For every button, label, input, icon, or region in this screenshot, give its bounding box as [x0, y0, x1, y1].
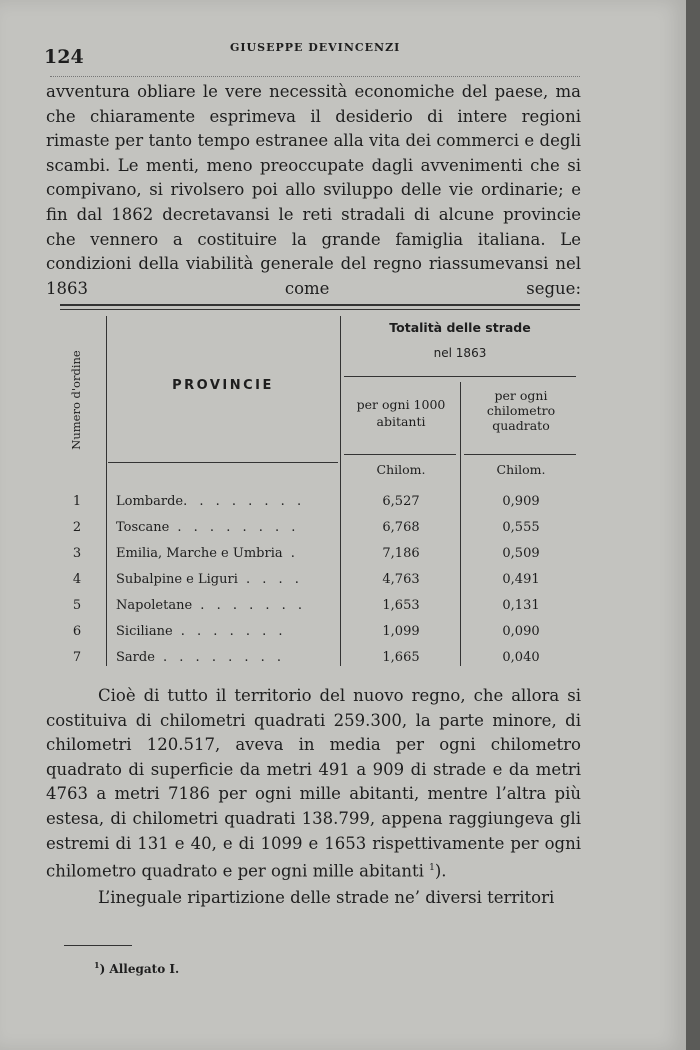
- table-row: 5 Napoletane . . . . . . . 1,653 0,131: [72, 598, 540, 613]
- unit-per-km2: Chilom.: [496, 462, 546, 477]
- table-row: 3 Emilia, Marche e Umbria . 7,186 0,509: [72, 546, 540, 561]
- table-row: 2 Toscane . . . . . . . . 6,768 0,555: [72, 520, 540, 535]
- table-row: 6 Siciliane . . . . . . . 1,099 0,090: [72, 624, 540, 639]
- table-row: 4 Subalpine e Liguri . . . . 4,763 0,491: [72, 572, 540, 587]
- page-number: 124: [44, 46, 84, 68]
- table-top-rule: [60, 304, 580, 306]
- running-title: GIUSEPPE DEVINCENZI: [230, 41, 401, 54]
- paragraph-intro: avventura obliare le vere necessità economiche del paese, ma che chiaramente esprimeva il desiderio di intere regioni rimaste per tanto tempo estranee alla vita dei commerci e degli scambi. Le menti, meno preoccupate dagli avvenimenti che si compivano, si rivolsero poi allo sviluppo delle vie ordinarie; e fin dal 1862 decretavansi le reti stradali di alcune provincie che vennero a costituire la grande famiglia italiana. Le condizioni della viabilità generale del regno riassumevansi nel 1863 come segue:: [46, 82, 581, 298]
- table-row: 1 Lombarde. . . . . . . . 6,527 0,909: [72, 494, 540, 509]
- paragraph-summary: Cioè di tutto il territorio del nuovo regno, che allora si costituiva di chilometri quadrati 259.300, la parte minore, di chilometri 120.517, aveva in media per ogni chilometro quadrato di superficie da metri 491 a 909 di strade e da metri 4763 a metri 7186 per ogni mille abitanti, mentre l’altra più estesa, di chilometri quadrati 138.799, appena raggiungeva gli estremi di 131 e 40, e di 1099 e 1653 rispettivamente per ogni chilometro quadrato e per ogni mille abitanti $^1$).: [46, 686, 581, 881]
- province-head-rule: [108, 462, 338, 463]
- footnote-rule: [64, 945, 132, 946]
- total-subheading-rule: [344, 376, 576, 377]
- paragraph-continuation: L’ineguale ripartizione delle strade ne’ diversi territori: [98, 888, 555, 907]
- province-column-header: PROVINCIE: [172, 378, 274, 393]
- table-row: 7 Sarde . . . . . . . . 1,665 0,040: [72, 650, 540, 665]
- sub-b-rule: [464, 454, 576, 455]
- number-column-header: Numero d'ordine: [69, 350, 83, 450]
- total-roads-header: Totalità delle strade: [389, 320, 531, 335]
- footnote-reference[interactable]: 1: [429, 863, 435, 874]
- page-edge-shadow: [686, 0, 700, 1050]
- footnote: $^1$) Allegato I.: [94, 960, 180, 976]
- unit-per-1000: Chilom.: [376, 462, 426, 477]
- table-top-rule-inner: [60, 309, 580, 310]
- per-1000-inhabitants-header: per ogni 1000 abitanti: [356, 397, 446, 429]
- total-roads-year: nel 1863: [433, 346, 487, 360]
- roads-table: [60, 304, 580, 676]
- header-rule: [50, 76, 580, 77]
- sub-a-rule: [344, 454, 456, 455]
- per-km2-header: per ogni chilometro quadrato: [486, 388, 556, 433]
